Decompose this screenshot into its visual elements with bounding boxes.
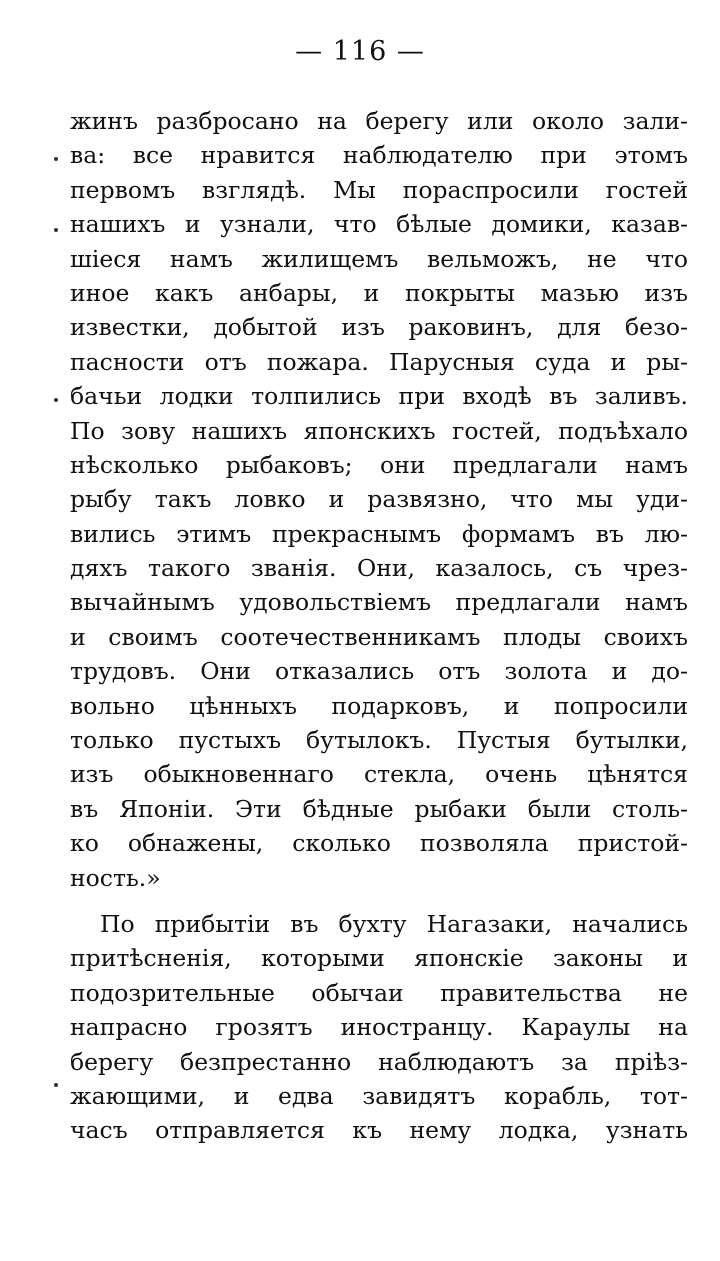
text-line: берегу безпрестанно наблюдаютъ за пріѣз- [70,1047,688,1076]
text-line: подозрительные обычаи правительства не [70,978,688,1007]
text-line: ва: все нравится наблюдателю при этомъ [70,141,688,170]
text-line: трудовъ. Они отказались отъ золота и до- [70,657,688,686]
text-line: вились этимъ прекраснымъ формамъ въ лю- [70,519,688,548]
margin-mark [54,398,58,402]
text-line: жинъ разбросано на берегу или около зали- [70,107,688,135]
text-line: По прибытіи въ бухту Нагазаки, начались [100,909,688,938]
text-line: По зову нашихъ японскихъ гостей, подъѣхало [70,416,688,445]
text-line: изъ обыкновеннаго стекла, очень цѣнятся [70,760,688,789]
margin-mark [54,157,58,161]
paragraph-nagasaki [70,907,688,1148]
page-number: — 116 — [295,36,425,67]
text-line: жающими, и едва завидятъ корабль, тот- [70,1081,688,1110]
text-line: дяхъ такого званія. Они, казалось, съ чрез- [70,554,688,583]
text-line: и своимъ соотечественникамъ плоды своихъ [70,622,688,651]
text-line: первомъ взглядѣ. Мы пораспросили гостей [70,175,688,204]
text-line: шіеся намъ жилищемъ вельможъ, не что [70,244,688,273]
text-line: известки, добытой изъ раковинъ, для безо- [70,313,688,342]
text-line: рыбу такъ ловко и развязно, что мы уди- [70,485,688,514]
text-line: иное какъ анбары, и покрыты мазью изъ [70,278,688,307]
text-line: напрасно грозятъ иностранцу. Караулы на [70,1013,688,1042]
text-line: ко обнажены, сколько позволяла пристой- [70,829,688,858]
text-line: притѣсненія, которыми японскіе законы и [70,944,688,973]
paragraph-spacer [70,895,688,907]
margin-mark [54,228,58,232]
body-text [70,104,688,1148]
margin-mark [54,1083,58,1087]
text-line: нѣсколько рыбаковъ; они предлагали намъ [70,450,688,479]
text-line: пасности отъ пожара. Парусныя суда и ры- [70,347,688,376]
text-line: нашихъ и узнали, что бѣлые домики, казав- [70,210,688,239]
text-line: вольно цѣнныхъ подарковъ, и попросили [70,691,688,720]
text-line: только пустыхъ бутылокъ. Пустыя бутылки, [70,726,688,755]
paragraph-continued [70,104,688,895]
text-line: бачьи лодки толпились при входѣ въ заливъ. [70,382,688,411]
text-line: въ Японіи. Эти бѣдные рыбаки были столь- [70,794,688,823]
text-line: ность.» [70,863,161,892]
text-line: часъ отправляется къ нему лодка, узнать [70,1116,688,1145]
text-line: вычайнымъ удовольствіемъ предлагали намъ [70,588,688,617]
